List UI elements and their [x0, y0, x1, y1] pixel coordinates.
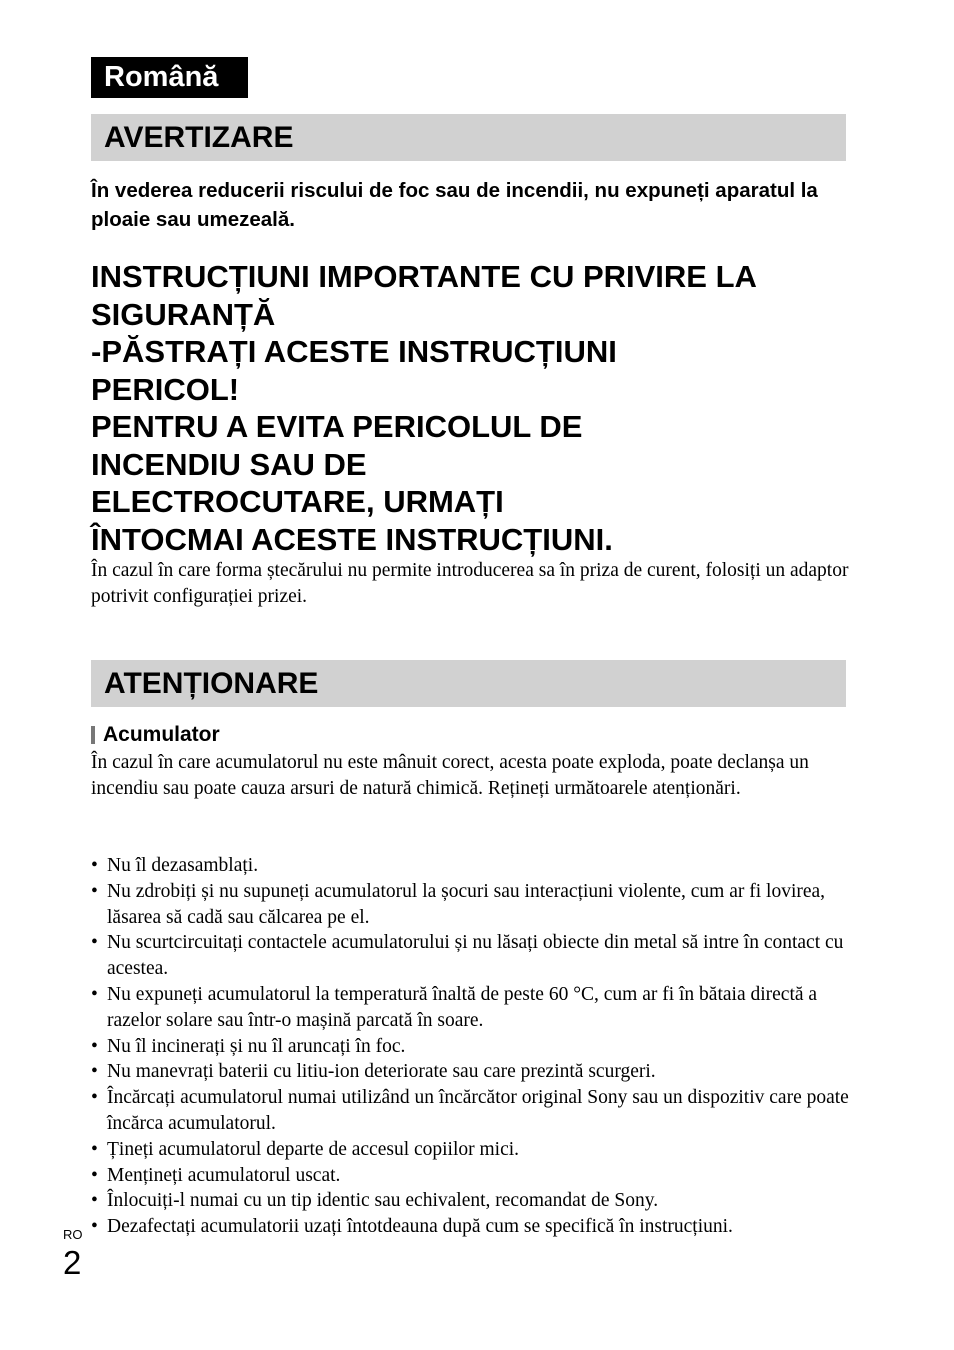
list-item: • Nu manevrați baterii cu litiu-ion deteriorate sau care prezintă scurgeri. [91, 1059, 851, 1085]
title-line: ÎNTOCMAI ACESTE INSTRUCȚIUNI. [91, 521, 613, 557]
title-line: PENTRU A EVITA PERICOLUL DE [91, 409, 583, 444]
list-item: • Nu scurtcircuitați contactele acumulatorului și nu lăsați obiecte din metal să intre în contact cu acestea. [91, 930, 851, 982]
list-item: • Nu expuneți acumulatorul la temperatură înaltă de peste 60 °C, cum ar fi în bătaia directă a razelor solare sau într-o mașină parcată în soare. [91, 982, 851, 1034]
title-line: PERICOL! [91, 371, 240, 407]
page-number: 2 [63, 1244, 82, 1281]
section-heading-avertizare: AVERTIZARE [91, 114, 846, 161]
battery-precautions-list [91, 853, 851, 1240]
list-item: • Încărcați acumulatorul numai utilizând un încărcător original Sony sau un dispozitiv care poate încărca acumulatorul. [91, 1085, 851, 1137]
plug-note: În cazul în care forma ștecărului nu permite introducerea sa în priza de curent, folosiți un adaptor potrivit configurației prizei. [91, 560, 849, 607]
title-line: -PĂSTRAȚI ACESTE INSTRUCȚIUNI [91, 334, 617, 369]
battery-intro: În cazul în care acumulatorul nu este mânuit corect, acesta poate exploda, poate declanșa un incendiu sau poate cauza arsuri de natură chimică. Rețineți următoarele atenționări. [91, 752, 809, 799]
section-heading-atentionare: ATENȚIONARE [91, 660, 846, 707]
list-item: • Nu îl dezasamblați. [91, 853, 851, 879]
title-line: INCENDIU SAU DE [91, 446, 367, 482]
language-code: RO [63, 1227, 83, 1242]
title-line: SIGURANȚĂ [91, 296, 276, 332]
list-item: • Nu îl incinerați și nu îl aruncați în foc. [91, 1034, 851, 1060]
battery-subheading [91, 721, 220, 749]
list-item: • Înlocuiți-l numai cu un tip identic sau echivalent, recomandat de Sony. [91, 1188, 851, 1214]
language-tab: Română [91, 57, 248, 98]
subheading-marker [91, 726, 95, 744]
list-item: • Țineți acumulatorul departe de accesul copiilor mici. [91, 1137, 851, 1163]
title-line: ELECTROCUTARE, URMAȚI [91, 484, 504, 519]
warning-text: În vederea reducerii riscului de foc sau de incendii, nu expuneți aparatul la ploaie sau umezeală. [91, 179, 818, 231]
list-item: • Dezafectați acumulatorii uzați întotdeauna după cum se specifică în instrucțiuni. [91, 1214, 851, 1240]
title-line: INSTRUCȚIUNI IMPORTANTE CU PRIVIRE LA [91, 259, 757, 294]
battery-subheading-label: Acumulator [103, 723, 220, 746]
safety-instructions-title [91, 258, 851, 558]
list-item: • Mențineți acumulatorul uscat. [91, 1163, 851, 1189]
list-item: • Nu zdrobiți și nu supuneți acumulatorul la șocuri sau interacțiuni violente, cum ar fi lovirea, lăsarea să cadă sau călcarea pe el. [91, 879, 851, 931]
